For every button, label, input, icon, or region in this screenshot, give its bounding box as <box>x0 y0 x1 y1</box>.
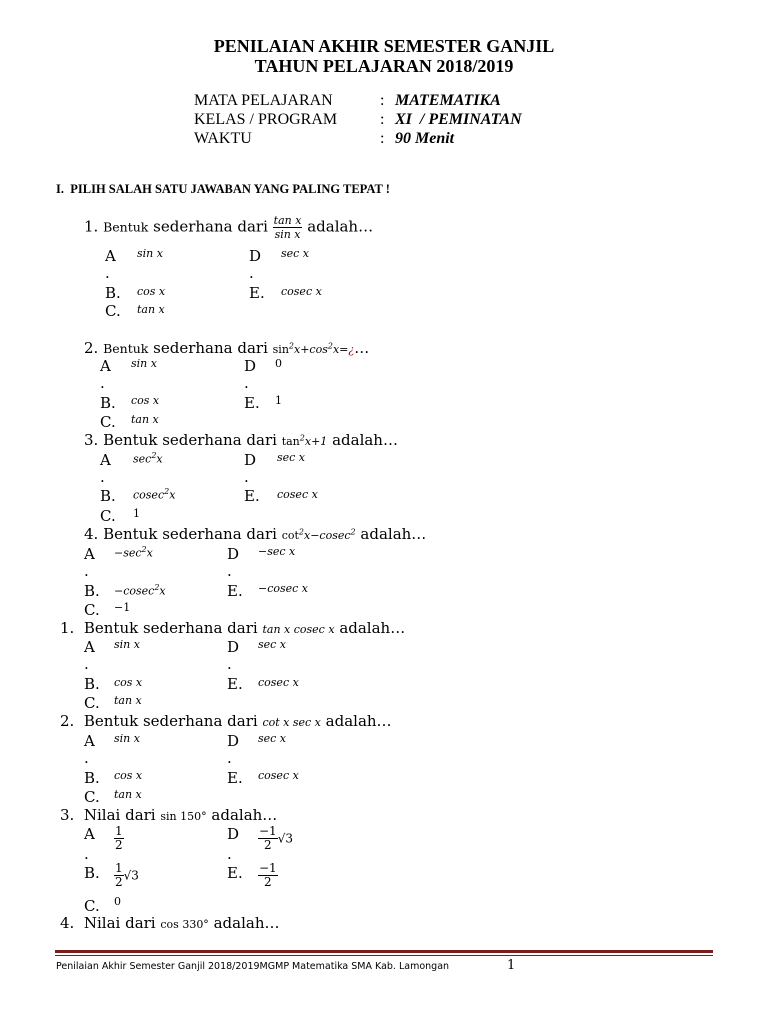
option-label-dot: . <box>227 562 232 580</box>
option-label-c: C. <box>100 507 116 525</box>
option-label-b: B. <box>105 284 121 302</box>
option-b: $\frac{1}{2}$ √3 <box>115 861 139 889</box>
option-a: sin x <box>114 732 140 745</box>
question-5 <box>60 619 405 637</box>
question-7 <box>60 806 277 824</box>
option-label-e: E. <box>227 769 243 787</box>
question-suffix: adalah… <box>360 525 427 543</box>
option-label-e: E. <box>227 864 243 882</box>
meta-value-class: XI / PEMINATAN <box>395 111 522 128</box>
option-d: 0 <box>275 357 282 370</box>
option-d: sec x <box>258 638 287 651</box>
footer-rule-thick <box>55 950 713 953</box>
question-word: Bentuk <box>103 219 149 235</box>
question-text: Nilai dari <box>83 806 156 824</box>
option-e: cosec x <box>281 285 322 298</box>
question-suffix: adalah… <box>213 914 280 932</box>
question-number: 2. <box>60 712 75 730</box>
option-label-a: A <box>100 357 111 375</box>
meta-sep: : <box>380 92 385 109</box>
meta-label-time: WAKTU <box>194 130 252 147</box>
option-e: cosec x <box>258 676 299 689</box>
question-suffix: adalah… <box>211 806 278 824</box>
option-b: cos x <box>114 769 143 782</box>
option-label-d: D <box>249 247 262 265</box>
option-label-a: A <box>100 451 111 469</box>
question-suffix: adalah… <box>339 619 406 637</box>
math-expression: cot x sec x <box>262 716 321 729</box>
option-c: tan x <box>137 303 165 316</box>
option-label-a: A <box>84 825 95 843</box>
option-e: 1 <box>275 394 282 407</box>
option-label-dot: . <box>84 655 89 673</box>
meta-label-class: KELAS / PROGRAM <box>194 111 338 128</box>
math-expression: cos 330° <box>160 918 209 931</box>
section-heading: I. PILIH SALAH SATU JAWABAN YANG PALING TEPAT ! <box>56 182 390 196</box>
option-a: sin x <box>137 247 163 260</box>
question-suffix: adalah… <box>325 712 392 730</box>
question-text: Nilai dari <box>83 914 156 932</box>
option-label-d: D <box>227 732 240 750</box>
option-label-dot: . <box>249 264 254 282</box>
option-label-dot: . <box>227 749 232 767</box>
meta-label-subject: MATA PELAJARAN <box>194 92 333 109</box>
option-label-c: C. <box>84 788 100 806</box>
footer-rule-thin <box>55 955 713 956</box>
option-label-b: B. <box>100 487 116 505</box>
math-expression: sin 150° <box>160 810 207 823</box>
question-number: 1. <box>60 619 75 637</box>
question-text: sederhana dari <box>148 217 268 236</box>
option-label-dot: . <box>227 655 232 673</box>
option-label-b: B. <box>84 864 100 882</box>
option-label-e: E. <box>227 582 243 600</box>
question-text: Bentuk sederhana dari <box>103 431 277 449</box>
option-e: cosec x <box>277 488 318 501</box>
option-label-a: A <box>105 247 116 265</box>
question-2 <box>84 339 369 357</box>
question-6 <box>60 712 392 730</box>
option-e: cosec x <box>258 769 299 782</box>
option-b: cosec$^2$x <box>133 487 176 502</box>
question-number: 3. <box>84 431 99 449</box>
option-c: tan x <box>131 413 159 426</box>
option-label-b: B. <box>84 769 100 787</box>
option-label-b: B. <box>84 582 100 600</box>
option-a: sin x <box>131 357 157 370</box>
option-b: cos x <box>131 394 160 407</box>
page-number: 1 <box>507 958 516 973</box>
option-label-d: D <box>227 825 240 843</box>
option-d: −sec x <box>258 545 296 558</box>
option-label-a: A <box>84 638 95 656</box>
question-suffix: … <box>354 339 370 357</box>
option-a: sin x <box>114 638 140 651</box>
option-label-b: B. <box>100 394 116 412</box>
option-a: $\frac{1}{2}$ <box>115 824 123 852</box>
question-number: 2. <box>84 339 99 357</box>
option-label-e: E. <box>244 394 260 412</box>
option-label-d: D <box>227 638 240 656</box>
meta-sep: : <box>380 111 385 128</box>
option-label-c: C. <box>84 897 100 915</box>
option-c: −1 <box>114 601 131 614</box>
option-label-dot: . <box>244 468 249 486</box>
option-label-dot: . <box>227 845 232 863</box>
option-label-dot: . <box>84 749 89 767</box>
document-title: PENILAIAN AKHIR SEMESTER GANJIL <box>213 36 555 56</box>
option-d: sec x <box>258 732 287 745</box>
option-label-dot: . <box>100 374 105 392</box>
math-expression: $\tan^2x+1$ <box>281 433 328 448</box>
math-expression: $\cot^2x-cosec^2$ <box>281 527 356 542</box>
question-text: Bentuk sederhana dari <box>83 712 258 730</box>
option-c: tan x <box>114 788 142 801</box>
footer-text: Penilaian Akhir Semester Ganjil 2018/2019MGMP Matematika SMA Kab. Lamongan <box>56 961 450 972</box>
option-label-dot: . <box>100 468 105 486</box>
option-label-c: C. <box>84 601 100 619</box>
option-d: sec x <box>281 247 310 260</box>
meta-value-time: 90 Menit <box>395 130 455 147</box>
question-3 <box>84 431 398 449</box>
option-label-c: C. <box>100 413 116 431</box>
question-text: sederhana dari <box>148 339 268 357</box>
question-number: 3. <box>60 806 75 824</box>
option-a: $\sec^2x$ <box>133 451 163 466</box>
option-e: $\frac{-1}{2}$ <box>259 861 277 889</box>
question-number: 4. <box>84 525 99 543</box>
option-label-d: D <box>244 451 257 469</box>
question-8 <box>60 914 279 932</box>
question-4 <box>84 525 426 543</box>
option-label-dot: . <box>84 845 89 863</box>
option-d: sec x <box>277 451 306 464</box>
option-c: 1 <box>133 507 140 520</box>
meta-sep: : <box>380 130 385 147</box>
option-label-c: C. <box>84 694 100 712</box>
question-word: Bentuk <box>103 341 149 356</box>
option-label-dot: . <box>84 562 89 580</box>
option-b: cos x <box>137 285 166 298</box>
option-label-b: B. <box>84 675 100 693</box>
question-suffix: adalah… <box>307 217 374 236</box>
option-b: cos x <box>114 676 143 689</box>
option-c: tan x <box>114 694 142 707</box>
question-number: 1. <box>84 217 99 236</box>
option-b: −cosec$^2$x <box>114 583 166 598</box>
option-label-e: E. <box>249 284 265 302</box>
option-label-d: D <box>227 545 240 563</box>
question-text: Bentuk sederhana dari <box>83 619 258 637</box>
option-label-dot: . <box>105 264 110 282</box>
option-d: $\frac{-1}{2}$ √3 <box>259 824 293 852</box>
option-a: $-\sec^2x$ <box>114 545 153 560</box>
question-text: Bentuk sederhana dari <box>103 525 277 543</box>
option-label-a: A <box>84 545 95 563</box>
math-expression: $\sin^2x+\cos^2x=¿$ <box>272 341 355 356</box>
option-label-a: A <box>84 732 95 750</box>
option-label-dot: . <box>244 374 249 392</box>
option-label-e: E. <box>227 675 243 693</box>
question-1 <box>84 214 373 241</box>
question-number: 4. <box>60 914 75 932</box>
option-label-c: C. <box>105 302 121 320</box>
math-expression: tan x cosec x <box>262 623 335 636</box>
option-e: −cosec x <box>258 582 309 595</box>
option-label-e: E. <box>244 487 260 505</box>
question-suffix: adalah… <box>332 431 398 449</box>
fraction-expression: $\frac{\text{tan x}}{\text{sin x}}$ <box>273 214 302 241</box>
document-subtitle: TAHUN PELAJARAN 2018/2019 <box>254 56 514 76</box>
option-label-d: D <box>244 357 257 375</box>
meta-value-subject: MATEMATIKA <box>395 92 501 109</box>
option-c: 0 <box>114 895 121 908</box>
